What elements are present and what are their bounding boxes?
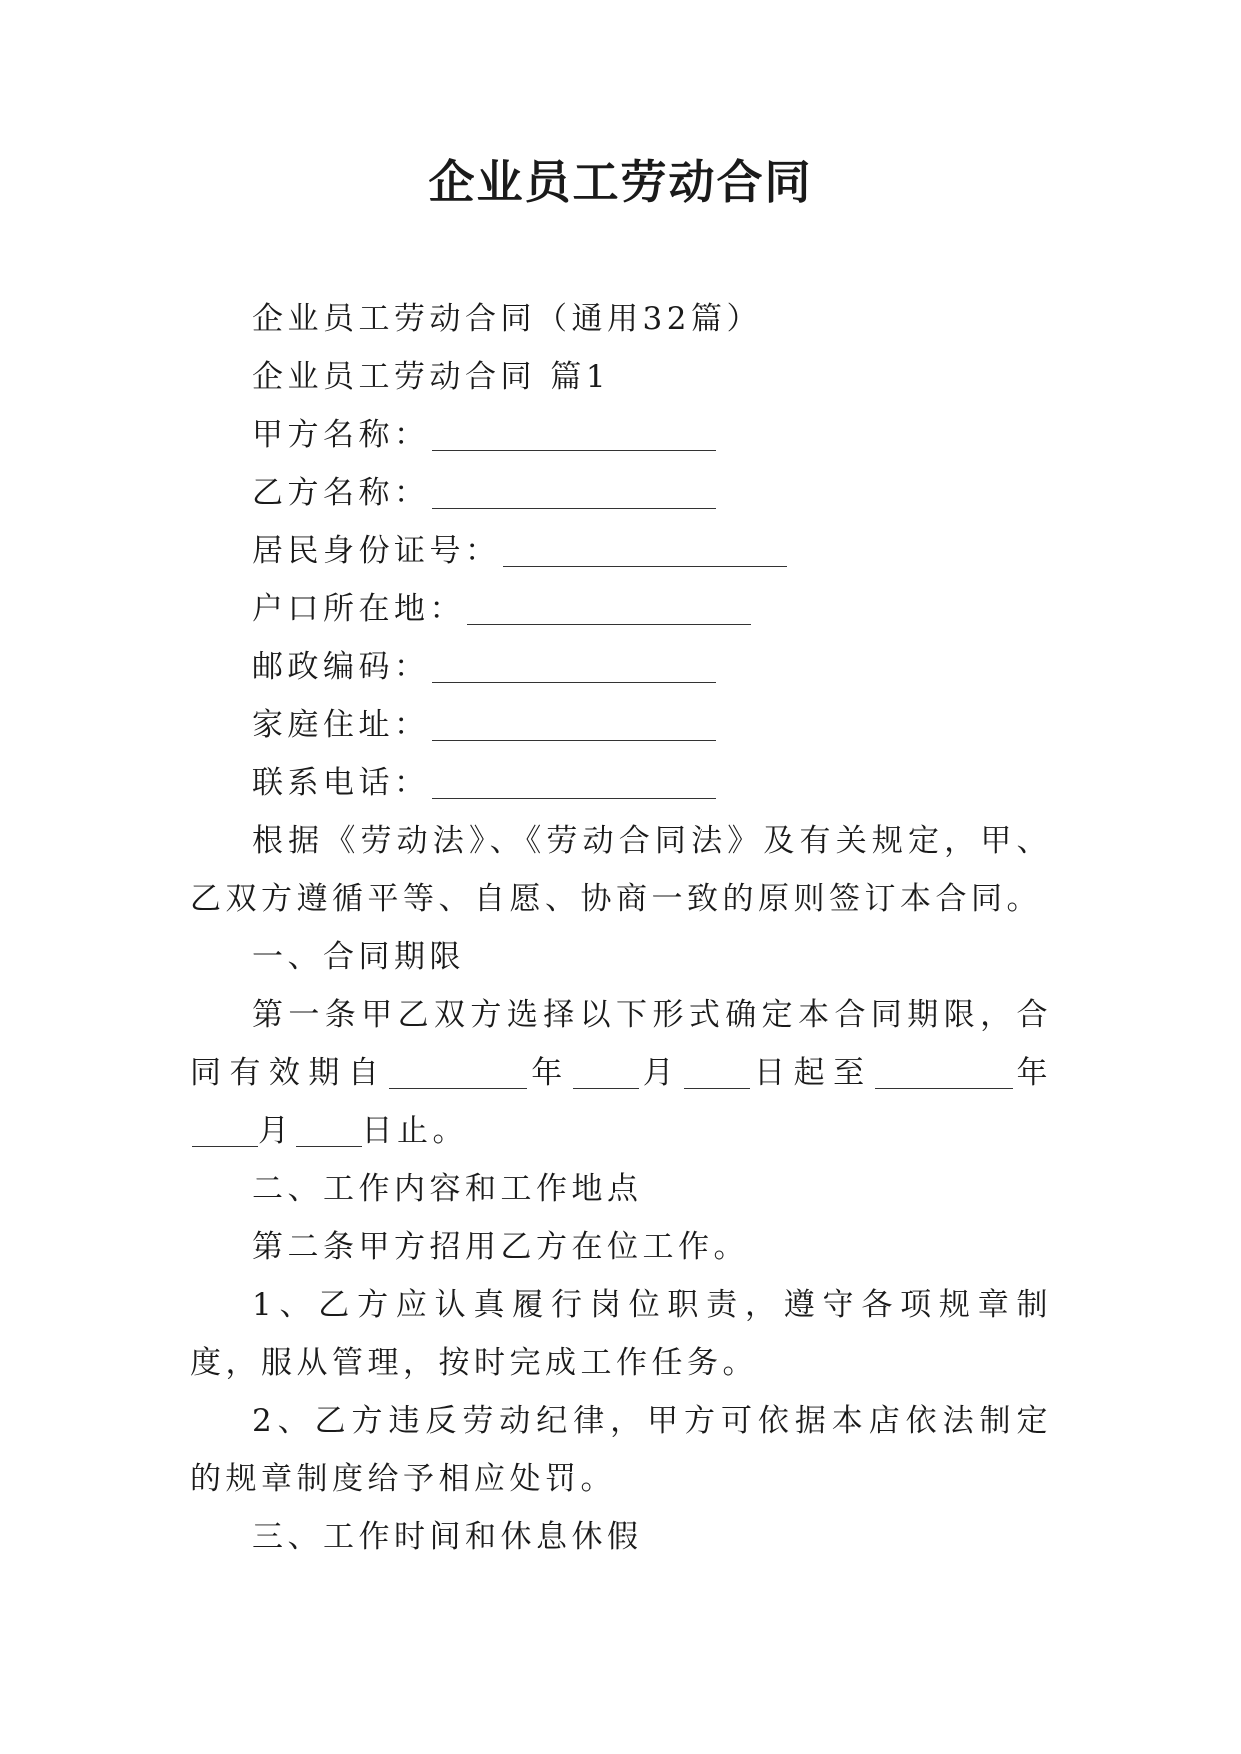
- field-label: 甲方名称：: [252, 417, 430, 453]
- article-2-paragraph: 第二条甲方招用乙方在位工作。: [252, 1229, 749, 1265]
- item-2-paragraph: 2、乙方违反劳动纪律，甲方可依据本店依法制定的规章制度给予相应处罚。: [190, 1403, 1052, 1497]
- blank-line: [684, 1057, 750, 1089]
- year-label: 年: [1012, 1055, 1053, 1091]
- blank-line: [503, 535, 787, 567]
- blank-line: [432, 651, 716, 683]
- blank-line: [296, 1115, 362, 1147]
- field-label: 户口所在地：: [252, 591, 465, 627]
- blank-line: [875, 1057, 1013, 1089]
- field-label: 联系电话：: [252, 765, 430, 801]
- section-2-heading: 二、工作内容和工作地点: [252, 1171, 643, 1207]
- document-body: [190, 290, 1052, 1566]
- blank-line: [192, 1115, 258, 1147]
- field-label: 居民身份证号：: [252, 533, 501, 569]
- field-party-b: [190, 464, 1052, 522]
- blank-line: [432, 767, 716, 799]
- year-label: 年: [527, 1055, 571, 1091]
- blank-line: [432, 477, 716, 509]
- field-party-a: [190, 406, 1052, 464]
- document-subtitle: 企业员工劳动合同（通用32篇）: [252, 301, 762, 337]
- field-address: [190, 696, 1052, 754]
- blank-line: [467, 593, 751, 625]
- article-1-text: 第一条甲乙双方选择以下形式确定本合同期限，合同有效期自: [190, 997, 1052, 1091]
- blank-line: [432, 419, 716, 451]
- intro-paragraph: 根据《劳动法》、《劳动合同法》及有关规定，甲、乙双方遵循平等、自愿、协商一致的原则签订本合同。: [190, 823, 1052, 917]
- field-label: 乙方名称：: [252, 475, 430, 511]
- blank-line: [432, 709, 716, 741]
- article-1-paragraph: [190, 986, 1052, 1160]
- end-label: 日止。: [361, 1113, 468, 1149]
- month-label: 月: [258, 1113, 294, 1149]
- field-id-number: [190, 522, 1052, 580]
- blank-line: [389, 1057, 527, 1089]
- field-label: 邮政编码：: [252, 649, 430, 685]
- field-postcode: [190, 638, 1052, 696]
- field-household: [190, 580, 1052, 638]
- item-1-paragraph: 1、乙方应认真履行岗位职责，遵守各项规章制度，服从管理，按时完成工作任务。: [190, 1287, 1052, 1381]
- day-label: 日起至: [750, 1055, 873, 1091]
- field-phone: [190, 754, 1052, 812]
- section-1-heading: 一、合同期限: [252, 939, 465, 975]
- month-label: 月: [638, 1055, 683, 1091]
- field-label: 家庭住址：: [252, 707, 430, 743]
- document-title: 企业员工劳动合同: [428, 155, 813, 209]
- blank-line: [573, 1057, 639, 1089]
- section-heading: 企业员工劳动合同 篇1: [252, 359, 611, 395]
- section-3-heading: 三、工作时间和休息休假: [252, 1519, 643, 1555]
